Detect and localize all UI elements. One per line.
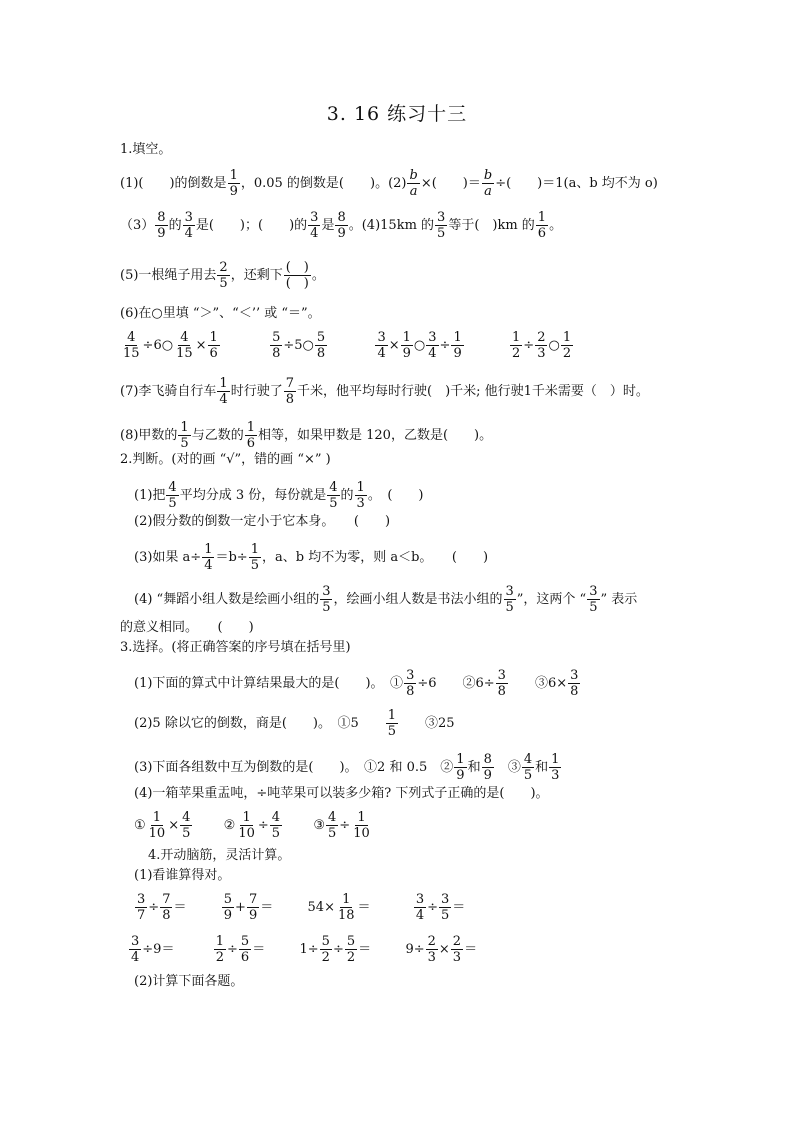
fraction: $\frac{1}{6}$ (246, 420, 255, 451)
fraction: $\frac{8}{9}$ (157, 210, 166, 241)
fraction: $\frac{5}{2}$ (321, 934, 330, 965)
q3-heading: 3.选择。(将正确答案的序号填在括号里) (120, 640, 351, 655)
fraction: $\frac{1}{6}$ (537, 210, 547, 241)
fraction: $\frac{3}{5}$ (441, 892, 450, 923)
q3-item3: (3)下面各组数中互为倒数的是( )。 ①2 和 0.5 ② $\frac{1}{9}$ 和 $\frac{8}{9}$ ③ $\frac{4}{5}$ 和 $\frac{1}{3}$ (134, 752, 560, 783)
fraction: $\frac{1}{3}$ (356, 480, 365, 511)
q3-item2: (2)5 除以它的倒数，商是( )。 ①5 $\frac{1}{5}$ ③25 (134, 708, 455, 739)
fraction: $\frac{3}{5}$ (589, 584, 598, 615)
fraction: $\frac{5}{8}$ (316, 330, 326, 361)
q1-line2: （3） $\frac{8}{9}$ 的 $\frac{3}{4}$ 是( )；( )的 $\frac{3}{4}$ 是 $\frac{8}{9}$ 。(4)15km 的 $\frac{3}{5}$ 等于( )km 的 $\frac{1}{6}$ 。 (120, 210, 563, 241)
fraction: $\frac{2}{5}$ (219, 260, 228, 291)
q1-line5: (5)一根绳子用去 $\frac{2}{5}$ ，还剩下 ( ) ( ) 。 (120, 260, 325, 291)
option-2: ② $\frac{1}{10}$ ÷ $\frac{4}{5}$ (223, 810, 281, 841)
fraction: $\frac{4}{5}$ (168, 480, 177, 511)
fraction: $\frac{4}{5}$ (523, 752, 533, 783)
q1-line7: (7)李飞骑自行车 $\frac{1}{4}$ 时行驶了 $\frac{7}{8}$ 千米，他平均每时行驶( )千米; 他行驶1千米需要（ ）时。 (120, 376, 649, 407)
fraction: $\frac{1}{10}$ (148, 810, 166, 841)
fraction: $\frac{1}{10}$ (238, 810, 255, 841)
fraction: $\frac{4}{5}$ (182, 810, 191, 841)
fraction: $\frac{3}{5}$ (505, 584, 514, 615)
fraction: $\frac{7}{8}$ (162, 892, 171, 923)
fraction: $\frac{7}{8}$ (285, 376, 294, 407)
q4-sub1: (1)看谁算得对。 (134, 868, 231, 883)
q2-item4-cont: 的意义相同。 ( ) (120, 620, 254, 635)
fraction: $\frac{3}{7}$ (137, 892, 146, 923)
fraction: $\frac{3}{4}$ (131, 934, 140, 965)
q4-row2 (128, 934, 477, 965)
calc-7: 1÷ $\frac{5}{2}$ ÷ $\frac{5}{2}$ ＝ (299, 934, 372, 965)
fraction: $\frac{1}{6}$ (209, 330, 218, 361)
fraction: $\frac{b}{a}$ (409, 168, 418, 199)
fraction: $\frac{3}{4}$ (428, 330, 437, 361)
fraction: $\frac{8}{9}$ (337, 210, 346, 241)
fraction: $\frac{3}{5}$ (437, 210, 446, 241)
q4-row1 (134, 892, 465, 923)
q1-line6: (6)在○里填 “＞”、“＜’’ 或 “＝”。 (120, 306, 321, 321)
fraction: $\frac{1}{2}$ (562, 330, 572, 361)
q1-line1: (1)( )的倒数是 $\frac{1}{9}$ ，0.05 的倒数是( )。(2) $\frac{b}{a}$ ×( )＝ $\frac{b}{a}$ ÷( )＝1(a、b 均不为 o) (120, 168, 658, 199)
calc-4: $\frac{3}{4}$ ÷ $\frac{3}{5}$ ＝ (415, 892, 466, 923)
q3-item4: (4)一箱苹果重盂吨，÷吨苹果可以装多少箱? 下列式子正确的是( )。 (134, 786, 549, 801)
q1-heading: 1.填空。 (120, 142, 172, 157)
q2-item1: (1)把 $\frac{4}{5}$ 平均分成 3 份，每份就是 $\frac{4}{5}$ 的 $\frac{1}{3}$ 。 ( ) (134, 480, 424, 511)
fraction: $\frac{1}{18}$ (337, 892, 355, 923)
fraction: $\frac{8}{9}$ (483, 752, 492, 783)
fraction: $\frac{5}{2}$ (346, 934, 356, 965)
answer-fraction-blank: ( ) ( ) (285, 260, 309, 291)
fraction: $\frac{1}{3}$ (551, 752, 560, 783)
page-title: 3. 16 练习十三 (326, 103, 468, 125)
q3-item1: (1)下面的算式中计算结果最大的是( )。 ① $\frac{3}{8}$ ÷6 ②6÷ $\frac{3}{8}$ ③6× $\frac{3}{8}$ (134, 668, 579, 699)
fraction: $\frac{3}{8}$ (406, 668, 415, 699)
fraction: $\frac{4}{15}$ (176, 330, 193, 361)
fraction: $\frac{4}{5}$ (329, 480, 338, 511)
fraction: $\frac{1}{2}$ (512, 330, 521, 361)
fraction: $\frac{3}{8}$ (497, 668, 506, 699)
q1-line8: (8)甲数的 $\frac{1}{5}$ 与乙数的 $\frac{1}{6}$ 相等，如果甲数是 120，乙数是( )。 (120, 420, 493, 451)
fraction: $\frac{2}{3}$ (452, 934, 462, 965)
compare-2: $\frac{5}{8}$ ÷5○ $\frac{5}{8}$ (272, 330, 326, 361)
calc-5: $\frac{3}{4}$ ÷9＝ (131, 934, 175, 965)
fraction: $\frac{1}{10}$ (353, 810, 370, 841)
calc-8: 9÷ $\frac{2}{3}$ × $\frac{2}{3}$ ＝ (405, 934, 478, 965)
fraction: $\frac{1}{9}$ (402, 330, 411, 361)
fraction: $\frac{4}{15}$ (123, 330, 140, 361)
fraction: $\frac{7}{9}$ (248, 892, 258, 923)
fraction: $\frac{3}{4}$ (184, 210, 193, 241)
fraction: $\frac{4}{5}$ (328, 810, 337, 841)
fraction: $\frac{1}{5}$ (180, 420, 189, 451)
calc-1: $\frac{3}{7}$ ÷ $\frac{7}{8}$ ＝ (137, 892, 187, 923)
calc-6: $\frac{1}{2}$ ÷ $\frac{5}{6}$ ＝ (215, 934, 266, 965)
fraction: $\frac{2}{3}$ (427, 934, 436, 965)
fraction: $\frac{1}{4}$ (204, 542, 213, 573)
fraction: $\frac{1}{9}$ (453, 330, 462, 361)
fraction: $\frac{5}{9}$ (223, 892, 233, 923)
fraction: $\frac{1}{9}$ (229, 168, 238, 199)
q2-item4: (4) “舞蹈小组人数是绘画小组的 $\frac{3}{5}$ ，绘画小组人数是书法小组的 $\frac{3}{5}$ ”，这两个 “ $\frac{3}{5}$ ” 表示 (134, 584, 638, 615)
fraction: $\frac{3}{4}$ (415, 892, 425, 923)
fraction: $\frac{1}{5}$ (250, 542, 259, 573)
fraction: $\frac{3}{4}$ (377, 330, 386, 361)
fraction: $\frac{1}{5}$ (387, 708, 397, 739)
q2-heading: 2.判断。(对的画 “√”，错的画 “×” ) (120, 452, 331, 467)
q4-sub2: (2)计算下面各题。 (134, 974, 244, 989)
q4-heading: 4.开动脑筋，灵活计算。 (148, 848, 291, 863)
q3-item4-options (134, 810, 373, 841)
fraction: $\frac{4}{5}$ (271, 810, 281, 841)
compare-4: $\frac{1}{2}$ ÷ $\frac{2}{3}$ ○ $\frac{1}{2}$ (512, 330, 572, 361)
fraction: $\frac{3}{8}$ (570, 668, 579, 699)
compare-3: $\frac{3}{4}$ × $\frac{1}{9}$ ○ $\frac{3}{4}$ ÷ $\frac{1}{9}$ (377, 330, 462, 361)
calc-2: $\frac{5}{9}$ + $\frac{7}{9}$ ＝ (223, 892, 274, 923)
compare-1: $\frac{4}{15}$ ÷6○ $\frac{4}{15}$ × $\frac{1}{6}$ (123, 330, 218, 361)
q2-item3: (3)如果 a÷ $\frac{1}{4}$ ＝b÷ $\frac{1}{5}$ ，a、b 均不为零，则 a＜b。 ( ) (134, 542, 489, 573)
calc-3: 54× $\frac{1}{18}$ ＝ (307, 892, 371, 923)
q2-item2: (2)假分数的倒数一定小于它本身。 ( ) (134, 514, 391, 529)
q1-compare-row (120, 330, 574, 361)
fraction: $\frac{1}{9}$ (456, 752, 465, 783)
fraction: $\frac{3}{5}$ (322, 584, 331, 615)
fraction: $\frac{2}{3}$ (537, 330, 546, 361)
option-3: ③ $\frac{4}{5}$ ÷ $\frac{1}{10}$ (313, 810, 370, 841)
option-1: ① $\frac{1}{10}$ × $\frac{4}{5}$ (134, 810, 191, 841)
fraction: $\frac{1}{4}$ (219, 376, 228, 407)
fraction: $\frac{3}{4}$ (310, 210, 319, 241)
fraction: $\frac{5}{8}$ (272, 330, 281, 361)
fraction: $\frac{5}{6}$ (240, 934, 250, 965)
fraction: $\frac{b}{a}$ (483, 168, 493, 199)
fraction: $\frac{1}{2}$ (215, 934, 225, 965)
